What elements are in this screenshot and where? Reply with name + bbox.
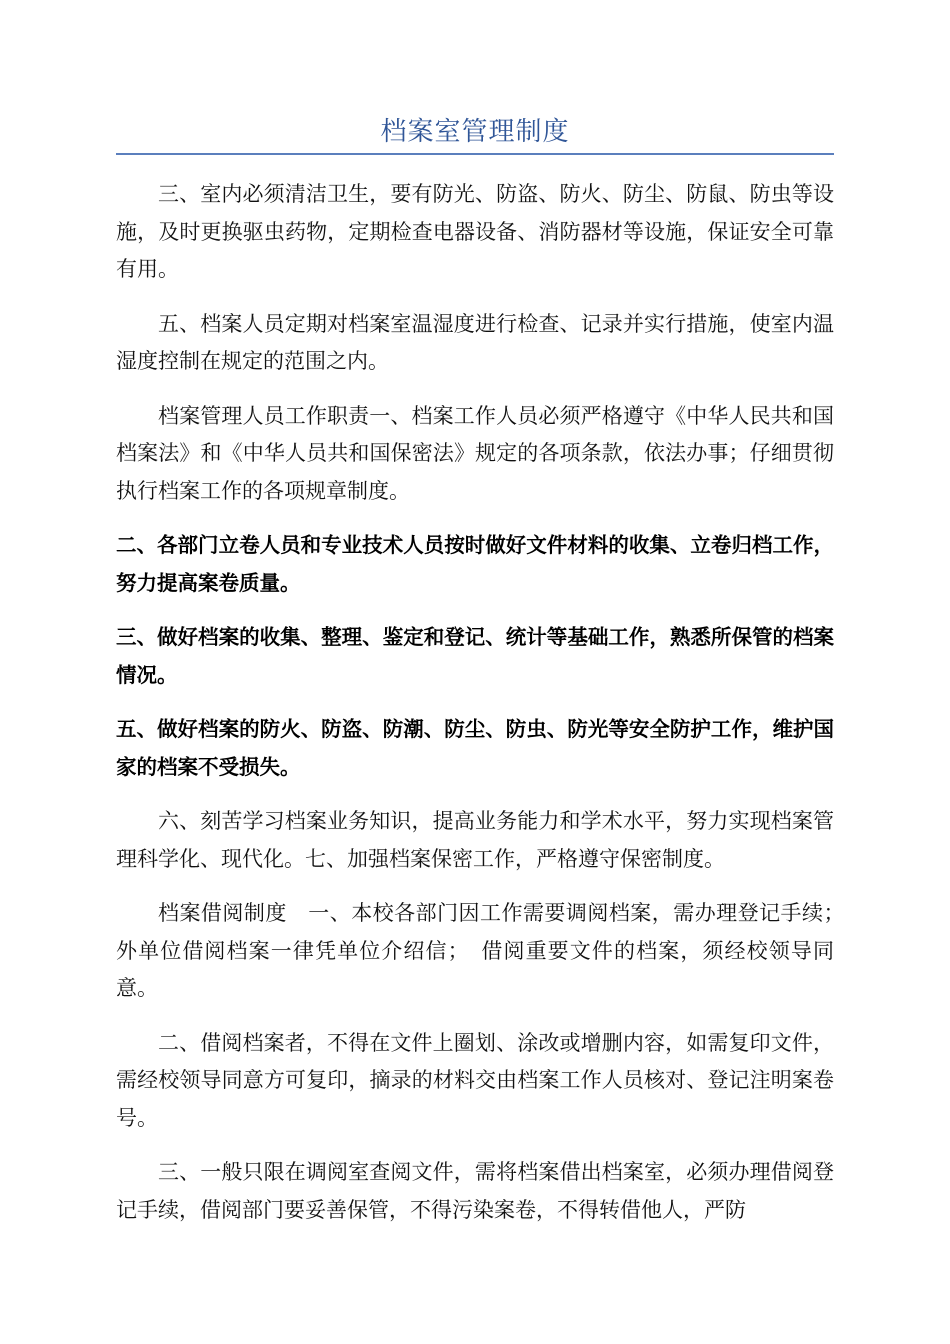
document-body [116, 176, 855, 1246]
paragraph: 档案管理人员工作职责一、档案工作人员必须严格遵守《中华人民共和国档案法》和《中华人员共和国保密法》规定的各项条款，依法办事；仔细贯彻执行档案工作的各项规章制度。 [116, 403, 834, 503]
paragraph: 档案借阅制度 一、本校各部门因工作需要调阅档案，需办理登记手续； 外单位借阅档案一律凭单位介绍信； 借阅重要文件的档案，须经校领导同意。 [116, 901, 855, 1000]
bold-paragraph: 二、各部门立卷人员和专业技术人员按时做好文件材料的收集、立卷归档工作，努力提高案卷质量。 [116, 533, 834, 595]
document-title: 档案室管理制度 [380, 117, 570, 147]
paragraph: 三、室内必须清洁卫生，要有防光、防盗、防火、防尘、防鼠、防虫等设施，及时更换驱虫药物，定期检查电器设备、消防器材等设施，保证安全可靠有用。 [116, 182, 834, 281]
paragraph: 六、刻苦学习档案业务知识，提高业务能力和学术水平，努力实现档案管理科学化、现代化。七、加强档案保密工作，严格遵守保密制度。 [116, 809, 834, 871]
bold-paragraph: 三、做好档案的收集、整理、鉴定和登记、统计等基础工作，熟悉所保管的档案情况。 [116, 625, 834, 687]
paragraph: 二、借阅档案者，不得在文件上圈划、涂改或增删内容，如需复印文件，需经校领导同意方可复印，摘录的材料交由档案工作人员核对、登记注明案卷号。 [116, 1030, 834, 1130]
title-underline [116, 153, 834, 155]
bold-paragraph: 五、做好档案的防火、防盗、防潮、防尘、防虫、防光等安全防护工作，维护国家的档案不受损失。 [116, 717, 834, 779]
paragraph: 三、一般只限在调阅室查阅文件，需将档案借出档案室，必须办理借阅登记手续，借阅部门要妥善保管，不得污染案卷，不得转借他人，严防 [116, 1160, 834, 1222]
paragraph: 五、档案人员定期对档案室温湿度进行检查、记录并实行措施，使室内温湿度控制在规定的范围之内。 [116, 311, 834, 373]
